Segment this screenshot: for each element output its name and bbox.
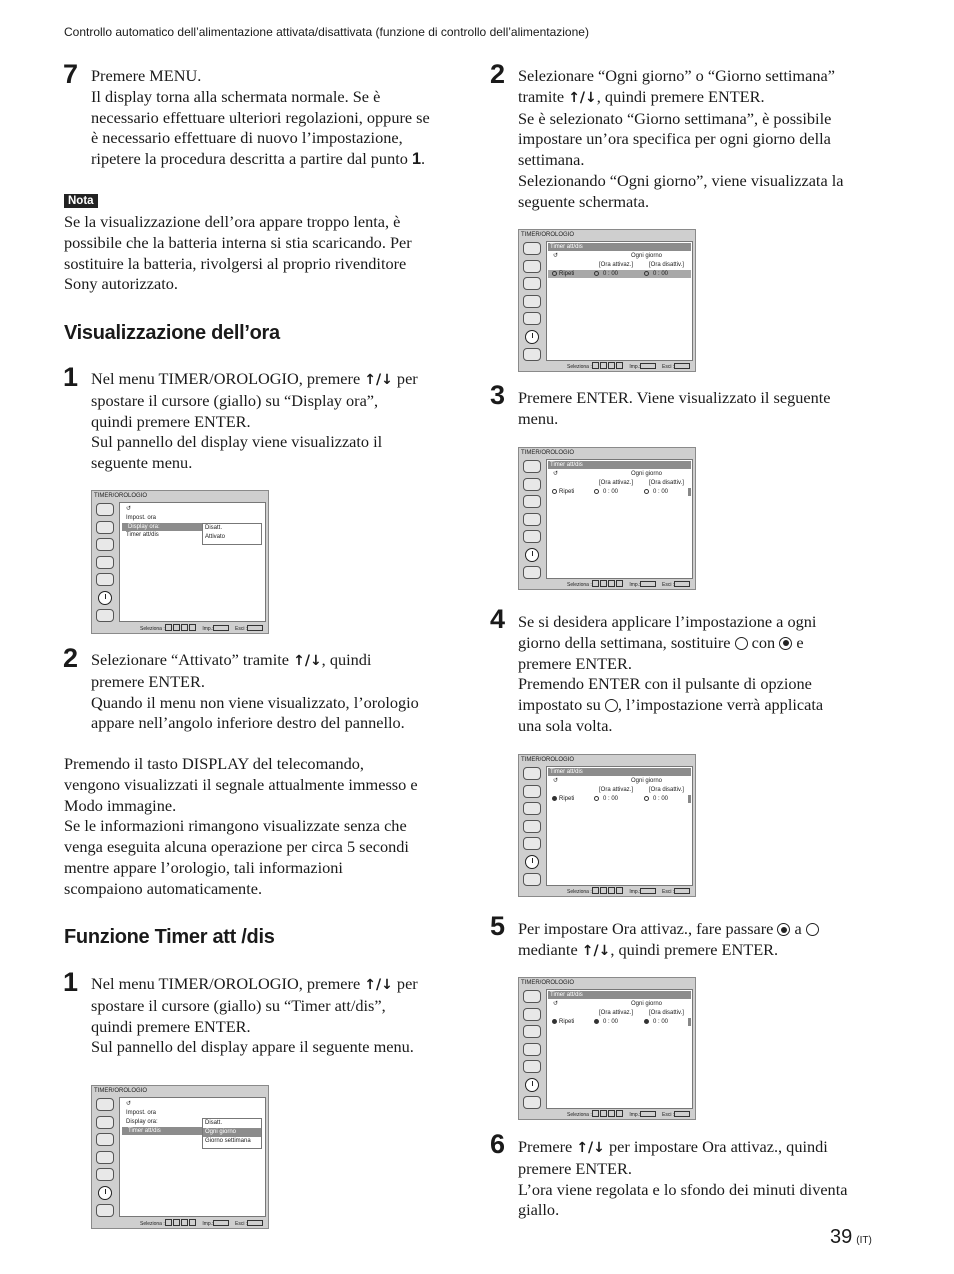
clock-icon (525, 330, 539, 344)
text-run: Nel menu TIMER/OROLOGIO, premere (91, 974, 365, 993)
input-menu-icon (523, 1060, 541, 1073)
step-number-1: 1 (63, 967, 79, 997)
up-down-arrow-icon: ↑/↓ (581, 942, 611, 959)
picture-menu-icon (523, 460, 541, 473)
language-menu-icon (523, 873, 541, 886)
step-7-line: è necessario effettuare di nuovo l’impostazione, (91, 128, 403, 148)
picture-menu-icon (523, 767, 541, 780)
ora-disattiv-radio-icon (644, 796, 649, 801)
ora-attivaz-radio-icon (594, 489, 599, 494)
scroll-indicator (688, 1018, 691, 1026)
ogni-giorno-label: Ogni giorno (631, 253, 663, 259)
text-run: con (747, 632, 780, 652)
screen-title: TIMER/OROLOGIO (521, 450, 575, 456)
radio-off-icon (806, 923, 819, 936)
line: una sola volta. (518, 715, 613, 735)
timer-header: Timer att/dis (548, 991, 691, 999)
line: spostare il cursore (giallo) su “Display ora”, (91, 390, 379, 410)
back-icon: ↺ (553, 778, 559, 784)
timer-screenshot (518, 229, 696, 372)
s1-step-2-text (91, 650, 419, 734)
option-disatt: Disatt. (205, 525, 223, 531)
screen-title: TIMER/OROLOGIO (94, 493, 148, 499)
screen-title: TIMER/OROLOGIO (521, 232, 575, 238)
step-number-2: 2 (490, 59, 506, 89)
line: giallo. (518, 1200, 560, 1220)
back-icon: ↺ (126, 1101, 132, 1107)
text-run: tramite (518, 86, 569, 106)
line: Premendo ENTER con il pulsante di opzione (518, 674, 812, 694)
menu-item-timer-att-dis: Timer att/dis (126, 532, 159, 538)
footer-imp: Imp.: (629, 582, 641, 588)
ora-attivaz-label: [Ora attivaz.] (599, 480, 634, 486)
nota-line: sostituire la batteria, rivolgersi al proprio rivenditore (64, 253, 407, 273)
line: seguente menu. (91, 453, 193, 473)
menu-panel (546, 459, 693, 579)
s1-step-1-text (91, 369, 418, 474)
footer-esci: Esci : (662, 1112, 675, 1118)
language-menu-icon (523, 1096, 541, 1109)
line: quindi premere ENTER. (91, 411, 251, 431)
audio-menu-icon (523, 478, 541, 491)
ora-disattiv-radio-icon (644, 489, 649, 494)
audio-menu-icon (96, 1116, 114, 1129)
line: Se è selezionato “Giorno settimana”, è possibile (518, 108, 832, 128)
text-run: , quindi premere ENTER. (596, 86, 765, 106)
setup-menu-icon (523, 295, 541, 308)
audio-menu-icon (523, 1008, 541, 1021)
step-7-line: Premere MENU. (91, 66, 202, 85)
footer-esci: Esci : (662, 582, 675, 588)
step-7-text (91, 66, 430, 170)
ora-attivaz-label: [Ora attivaz.] (599, 262, 634, 268)
screen-title: TIMER/OROLOGIO (521, 757, 575, 763)
menu-screenshot-display-ora (91, 490, 269, 634)
page-lang: (IT) (856, 1235, 872, 1246)
ripeti-radio-icon (552, 1019, 557, 1024)
back-icon: ↺ (126, 506, 132, 512)
menu-panel (546, 241, 693, 361)
step-7-line: necessario effettuare ulteriori regolazioni, oppure se (91, 107, 430, 127)
ripeti-row (548, 270, 691, 278)
timer-screenshot (518, 754, 696, 897)
ripeti-label: Ripeti (559, 489, 575, 495)
text-run: Selezionare “Attivato” tramite (91, 650, 294, 669)
scroll-indicator (688, 795, 691, 803)
menu-item-display-ora: Display ora: (126, 1119, 158, 1125)
ora-disattiv-label: [Ora disattiv.] (649, 1010, 684, 1016)
ripeti-row (548, 795, 691, 803)
slash: / (304, 653, 310, 669)
setup-menu-icon (96, 1151, 114, 1164)
language-menu-icon (523, 348, 541, 361)
audio-menu-icon (96, 521, 114, 534)
ora-disattiv-value: 0 : 00 (653, 796, 669, 802)
screen-footer (567, 1110, 690, 1118)
screen-menu-icon (96, 1133, 114, 1146)
slash: / (588, 1140, 594, 1156)
menu-screenshot-timer-att-dis (91, 1085, 269, 1229)
footer-imp: Imp.: (202, 1221, 214, 1227)
footer-esci: Esci : (235, 626, 248, 632)
ora-disattiv-radio-icon (644, 1019, 649, 1024)
ora-disattiv-label: [Ora disattiv.] (649, 787, 684, 793)
option-disatt: Disatt. (205, 1120, 223, 1126)
screen-footer (567, 887, 690, 895)
screen-title: TIMER/OROLOGIO (521, 980, 575, 986)
footer-sel: Seleziona : (567, 1112, 592, 1118)
text-run: Nel menu TIMER/OROLOGIO, premere (91, 369, 365, 388)
back-icon: ↺ (553, 1001, 559, 1007)
menu-panel (119, 502, 266, 622)
scroll-indicator (688, 488, 691, 496)
up-down-arrow-icon: ↑/↓ (364, 372, 393, 388)
input-menu-icon (96, 573, 114, 586)
input-menu-icon (523, 837, 541, 850)
menu-icon-column (521, 242, 543, 366)
footer-imp: Imp.: (629, 364, 641, 370)
ripeti-radio-icon (552, 489, 557, 494)
menu-icon-column (521, 767, 543, 891)
language-menu-icon (96, 1204, 114, 1217)
text-run: Premere (518, 1137, 577, 1156)
up-down-arrow-icon: ↑/↓ (364, 977, 393, 993)
clock-icon (525, 1078, 539, 1092)
text-run: a (790, 919, 806, 938)
option-giorno-settimana: Giorno settimana (205, 1138, 251, 1144)
ripeti-label: Ripeti (559, 796, 575, 802)
clock-icon (98, 1186, 112, 1200)
page-number: 39 (830, 1226, 853, 1248)
clock-icon (525, 855, 539, 869)
screen-menu-icon (523, 495, 541, 508)
menu-panel (546, 989, 693, 1109)
line: vengono visualizzati il segnale attualmente immesso e (64, 774, 418, 794)
footer-sel: Seleziona : (140, 626, 165, 632)
ora-disattiv-value: 0 : 00 (653, 271, 669, 277)
step-number-7: 7 (63, 59, 79, 89)
dropdown-display-ora (202, 523, 262, 545)
menu-icon-column (521, 460, 543, 584)
step-number-1: 1 (63, 362, 79, 392)
section-title-timer: Funzione Timer att /dis (64, 926, 275, 948)
footer-imp: Imp.: (629, 889, 641, 895)
text-run: impostato su (518, 695, 605, 715)
line: Se si desidera applicare l’impostazione a ogni (518, 612, 817, 631)
dropdown-timer (202, 1118, 262, 1149)
ora-attivaz-radio-icon (594, 271, 599, 276)
line: impostare un’ora specifica per ogni giorno della (518, 129, 831, 149)
slash: / (593, 942, 599, 959)
ogni-giorno-label: Ogni giorno (631, 1001, 663, 1007)
text-run: Per impostare Ora attivaz., fare passare (518, 919, 778, 938)
text-run: e (792, 632, 804, 652)
menu-item-display-ora: Display ora: (122, 523, 202, 531)
up-down-arrow-icon: ↑/↓ (576, 1140, 605, 1156)
language-menu-icon (523, 566, 541, 579)
menu-panel (119, 1097, 266, 1217)
line: seguente schermata. (518, 191, 650, 211)
screen-footer (567, 362, 690, 370)
input-menu-icon (523, 312, 541, 325)
screen-footer (140, 624, 263, 632)
line: Modo immagine. (64, 795, 177, 815)
picture-menu-icon (523, 242, 541, 255)
screen-menu-icon (523, 1025, 541, 1038)
s2-step-1-text (91, 974, 418, 1058)
menu-icon-column (521, 990, 543, 1114)
screen-menu-icon (523, 802, 541, 815)
screen-footer (140, 1219, 263, 1227)
line: premere ENTER. (91, 671, 205, 691)
menu-icon-column (94, 1098, 116, 1222)
r-step-4-text (518, 612, 823, 737)
radio-off-icon (735, 637, 748, 650)
text-run: giorno della settimana, sostituire (518, 632, 735, 652)
footer-esci: Esci : (235, 1221, 248, 1227)
radio-on-icon (779, 637, 792, 650)
text-run: , quindi (321, 650, 372, 669)
ora-attivaz-value: 0 : 00 (603, 271, 619, 277)
r-step-5-text (518, 919, 819, 962)
r-step-2-text (518, 66, 844, 213)
setup-menu-icon (523, 820, 541, 833)
setup-menu-icon (96, 556, 114, 569)
slash: / (579, 89, 586, 106)
text-run: per (392, 974, 418, 993)
nota-line: Se la visualizzazione dell’ora appare troppo lenta, è (64, 212, 401, 231)
input-menu-icon (96, 1168, 114, 1181)
line: scompaiono automaticamente. (64, 878, 263, 898)
ora-attivaz-radio-icon (594, 1019, 599, 1024)
back-icon: ↺ (553, 471, 559, 477)
line: Premendo il tasto DISPLAY del telecomando, (64, 754, 364, 773)
setup-menu-icon (523, 513, 541, 526)
footer-sel: Seleziona : (140, 1221, 165, 1227)
nota-label: Nota (64, 194, 98, 208)
up-down-arrow-icon: ↑/↓ (568, 89, 597, 106)
footer-esci: Esci : (662, 364, 675, 370)
picture-menu-icon (96, 503, 114, 516)
step-number-6: 6 (490, 1129, 506, 1159)
input-menu-icon (523, 530, 541, 543)
ripeti-radio-icon (552, 796, 557, 801)
line: L’ora viene regolata e lo sfondo dei minuti diventa (518, 1179, 848, 1199)
line: spostare il cursore (giallo) su “Timer att/dis”, (91, 995, 386, 1015)
footer-sel: Seleziona : (567, 582, 592, 588)
radio-on-icon (777, 923, 790, 936)
nota-text (64, 212, 412, 295)
ogni-giorno-label: Ogni giorno (631, 471, 663, 477)
running-header: Controllo automatico dell’alimentazione attivata/disattivata (funzione di controllo dell’alimentazione) (64, 25, 589, 39)
line: premere ENTER. (518, 653, 632, 673)
screen-menu-icon (523, 277, 541, 290)
back-icon: ↺ (553, 253, 559, 259)
up-down-arrow-icon: ↑/↓ (293, 653, 322, 669)
menu-icon-column (94, 503, 116, 627)
timer-screenshot (518, 977, 696, 1120)
timer-header: Timer att/dis (548, 768, 691, 776)
section-title-visualizzazione: Visualizzazione dell’ora (64, 322, 280, 344)
step-7-line: ripetere la procedura descritta a partire dal punto (91, 149, 408, 169)
slash: / (376, 372, 382, 388)
ora-disattiv-label: [Ora disattiv.] (649, 480, 684, 486)
timer-screenshot (518, 447, 696, 590)
nota-line: Sony autorizzato. (64, 274, 178, 294)
step-7-line: Il display torna alla schermata normale. Se è (91, 86, 381, 106)
line: Sul pannello del display viene visualizzato il (91, 432, 383, 452)
ora-attivaz-value: 0 : 00 (603, 796, 619, 802)
ripeti-label: Ripeti (559, 271, 575, 277)
audio-menu-icon (523, 260, 541, 273)
ripeti-row (548, 1018, 691, 1026)
menu-item-impost-ora: Impost. ora (126, 1110, 157, 1116)
text-run: per (392, 369, 418, 388)
line: Se le informazioni rimangono visualizzate senza che (64, 816, 407, 836)
line: appare nell’angolo inferiore destro del pannello. (91, 713, 405, 733)
line: quindi premere ENTER. (91, 1016, 251, 1036)
audio-menu-icon (523, 785, 541, 798)
footer-sel: Seleziona : (567, 364, 592, 370)
display-paragraph (64, 754, 418, 900)
step-number-5: 5 (490, 911, 506, 941)
ora-attivaz-value: 0 : 00 (603, 489, 619, 495)
step-ref-tail: . (421, 149, 426, 169)
footer-esci: Esci : (662, 889, 675, 895)
step-number-3: 3 (490, 380, 506, 410)
nota-line: possibile che la batteria interna si stia scaricando. Per (64, 232, 412, 252)
step-7-line-last (91, 149, 430, 170)
screen-menu-icon (96, 538, 114, 551)
r-step-3-text (518, 388, 830, 430)
line: settimana. (518, 150, 585, 170)
text-run: mediante (518, 939, 582, 959)
clock-icon (525, 548, 539, 562)
ora-disattiv-label: [Ora disattiv.] (649, 262, 684, 268)
picture-menu-icon (523, 990, 541, 1003)
ora-disattiv-value: 0 : 00 (653, 1019, 669, 1025)
slash: / (376, 977, 382, 993)
ogni-giorno-label: Ogni giorno (631, 778, 663, 784)
ripeti-label: Ripeti (559, 1019, 575, 1025)
line: Quando il menu non viene visualizzato, l’orologio (91, 692, 419, 712)
ora-attivaz-value: 0 : 00 (603, 1019, 619, 1025)
menu-item-timer-att-dis: Timer att/dis (122, 1127, 202, 1135)
option-ogni-giorno: Ogni giorno (203, 1128, 261, 1137)
ora-disattiv-value: 0 : 00 (653, 489, 669, 495)
r-step-6-text (518, 1137, 847, 1221)
screen-title: TIMER/OROLOGIO (94, 1088, 148, 1094)
footer-sel: Seleziona : (567, 889, 592, 895)
menu-item-impost-ora: Impost. ora (126, 515, 157, 521)
line: premere ENTER. (518, 1158, 632, 1178)
radio-off-icon (605, 699, 618, 712)
line: menu. (518, 408, 559, 428)
timer-header: Timer att/dis (548, 461, 691, 469)
setup-menu-icon (523, 1043, 541, 1056)
option-attivato: Attivato (205, 534, 226, 540)
ora-disattiv-radio-icon (644, 271, 649, 276)
ora-attivaz-radio-icon (594, 796, 599, 801)
step-number-4: 4 (490, 604, 506, 634)
ora-attivaz-label: [Ora attivaz.] (599, 787, 634, 793)
footer-imp: Imp.: (629, 1112, 641, 1118)
timer-header: Timer att/dis (548, 243, 691, 251)
ora-attivaz-label: [Ora attivaz.] (599, 1010, 634, 1016)
ripeti-radio-icon (552, 271, 557, 276)
text-run: per impostare Ora attivaz., quindi (604, 1137, 828, 1156)
step-number-2: 2 (63, 643, 79, 673)
footer-imp: Imp.: (202, 626, 214, 632)
line: venga eseguita alcuna operazione per circa 5 secondi (64, 837, 409, 857)
line: mentre appare l’orologio, tali informazioni (64, 857, 343, 877)
language-menu-icon (96, 609, 114, 622)
line: Sul pannello del display appare il seguente menu. (91, 1037, 414, 1057)
menu-panel (546, 766, 693, 886)
text-run: , l’impostazione verrà applicata (617, 695, 824, 715)
line: Selezionare “Ogni giorno” o “Giorno settimana” (518, 66, 835, 85)
step-ref: 1 (411, 150, 422, 169)
picture-menu-icon (96, 1098, 114, 1111)
page-number-block (830, 1226, 872, 1249)
ripeti-row (548, 488, 691, 496)
screen-footer (567, 580, 690, 588)
line: Selezionando “Ogni giorno”, viene visualizzata la (518, 170, 844, 190)
text-run: , quindi premere ENTER. (610, 939, 779, 959)
line: Premere ENTER. Viene visualizzato il seguente (518, 388, 831, 407)
clock-icon (98, 591, 112, 605)
